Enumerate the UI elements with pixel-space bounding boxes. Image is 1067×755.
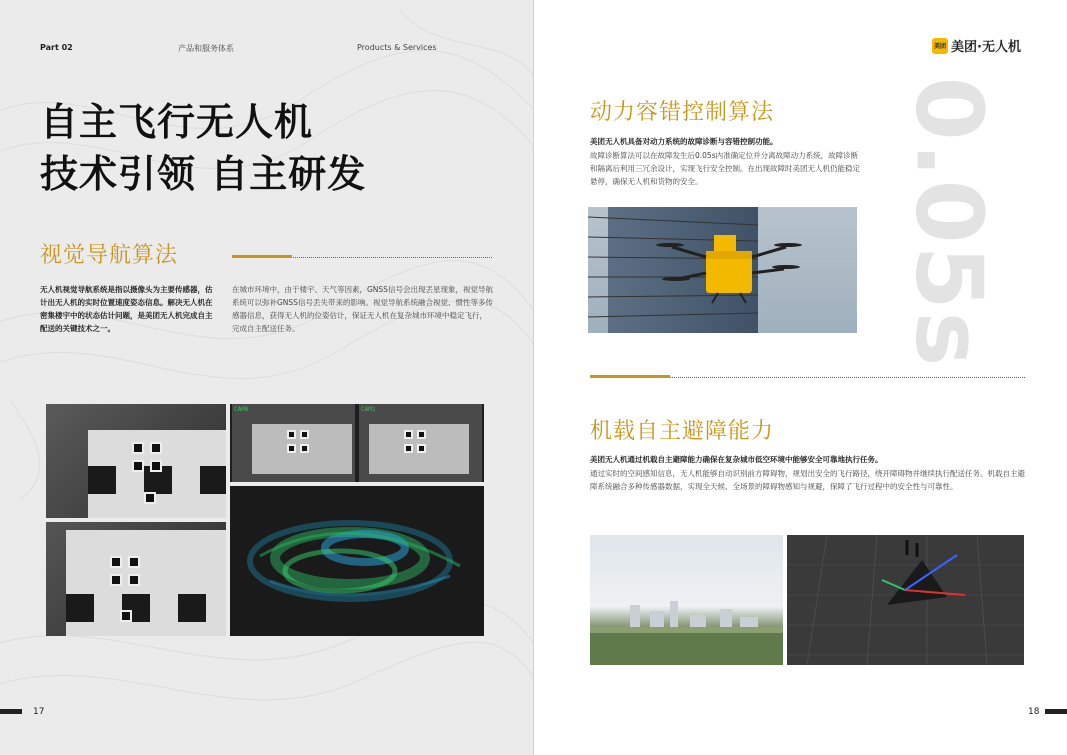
body-paragraph: 在城市环境中，由于楼宇、天气等因素，GNSS信号会出现丢星现象，视觉导航系统可以弥补GNSS信号丢失带来的影响。视觉导航系统融合视觉、惯性等多传感器信息，获得无人机的位姿估计，保证无人机在复杂城市环境中稳定飞行，完成自主配送任务。: [232, 285, 493, 333]
page-bar-left: [0, 709, 22, 714]
divider-accent-right: [590, 375, 670, 378]
brand-logo: [932, 36, 1021, 55]
apriltag-marker: [417, 444, 426, 453]
stereo-camera-photo: [230, 404, 484, 482]
section-title-visual-navigation: 视觉导航算法: [40, 243, 179, 268]
header-section-en: Products & Services: [357, 43, 437, 52]
checker-square: [200, 466, 226, 494]
brand-badge-icon: 美团: [932, 38, 948, 54]
checker-square: [88, 466, 116, 494]
page-number-right: 18: [1028, 707, 1040, 717]
main-title-line2: 技术引领 自主研发: [40, 152, 367, 196]
apriltag-marker: [404, 430, 413, 439]
header-section-cn: 产品和服务体系: [178, 44, 234, 53]
apriltag-marker: [128, 574, 140, 586]
city-skyline-photo: [590, 535, 783, 665]
apriltag-marker: [144, 492, 156, 504]
divider-accent: [232, 255, 292, 258]
apriltag-marker: [287, 430, 296, 439]
drone-photo: [588, 207, 857, 333]
camera-right-view: [359, 404, 482, 482]
section2-body: 通过实时的空间感知信息，无人机能够自动识别前方障碍物，规划出安全的飞行路径，绕开障碍物并继续执行配送任务。机载自主避障系统融合多种传感器数据，实现全天候、全场景的障碍物感知与规避，保障了飞行过程中的安全性与可靠性。: [590, 469, 1025, 491]
apriltag-marker: [300, 430, 309, 439]
apriltag-marker: [404, 444, 413, 453]
main-title-line1: 自主飞行无人机: [40, 100, 314, 144]
apriltag-marker: [150, 460, 162, 472]
right-page: [534, 0, 1067, 755]
big-number-graphic: [895, 76, 1003, 368]
brand-name: 美团·无人机: [951, 40, 1021, 55]
intro-paragraph: 无人机视觉导航系统是指以摄像头为主要传感器，估计出无人机的实时位置速度姿态信息。解决无人机在密集楼宇中的状态估计问题，是美团无人机完成自主配送的关键技术之一。: [40, 285, 213, 333]
apriltag-marker: [120, 610, 132, 622]
page-bar-right: [1045, 709, 1067, 714]
part-label: Part 02: [40, 43, 73, 52]
section-title-obstacle-avoidance: 机载自主避障能力: [590, 419, 775, 444]
checker-square: [66, 594, 94, 622]
camera-label-right: CAM1: [361, 406, 376, 413]
calibration-board-photo-2: [46, 522, 226, 636]
apriltag-marker: [110, 556, 122, 568]
apriltag-marker: [110, 574, 122, 586]
apriltag-marker: [132, 442, 144, 454]
point-cloud-photo: [230, 486, 484, 636]
big-number: 0.05s: [895, 76, 1003, 368]
main-title: [40, 96, 366, 200]
apriltag-marker: [150, 442, 162, 454]
drone-graphic: [588, 207, 857, 333]
calibration-board-photo: [46, 404, 226, 518]
section1-intro: 美团无人机具备对动力系统的故障诊断与容错控制功能。: [590, 137, 778, 146]
left-page: [0, 0, 533, 755]
section1-body: 故障诊断算法可以在故障发生后0.05s内准确定位并分离故障动力系统，故障诊断和隔离后利用三冗余设计，实现飞行安全控制。在出现故障时美团无人机仍能稳定悬停，确保无人机和货物的安全。: [590, 151, 860, 186]
apriltag-marker: [417, 430, 426, 439]
apriltag-marker: [128, 556, 140, 568]
skyline-graphic: [590, 535, 783, 665]
camera-label-left: CAM0: [234, 406, 249, 413]
point-cloud-graphic: [230, 486, 484, 636]
camera-left-view: [232, 404, 355, 482]
apriltag-marker: [132, 460, 144, 472]
apriltag-marker: [300, 444, 309, 453]
page-number-left: 17: [33, 707, 45, 717]
apriltag-marker: [287, 444, 296, 453]
simulation-graphic: [787, 535, 1024, 665]
section-title-fault-tolerant: 动力容错控制算法: [590, 100, 775, 125]
section2-intro: 美团无人机通过机载自主避障能力确保在复杂城市低空环境中能够安全可靠地执行任务。: [590, 455, 883, 464]
obstacle-simulation-view: [787, 535, 1024, 665]
checker-square: [178, 594, 206, 622]
